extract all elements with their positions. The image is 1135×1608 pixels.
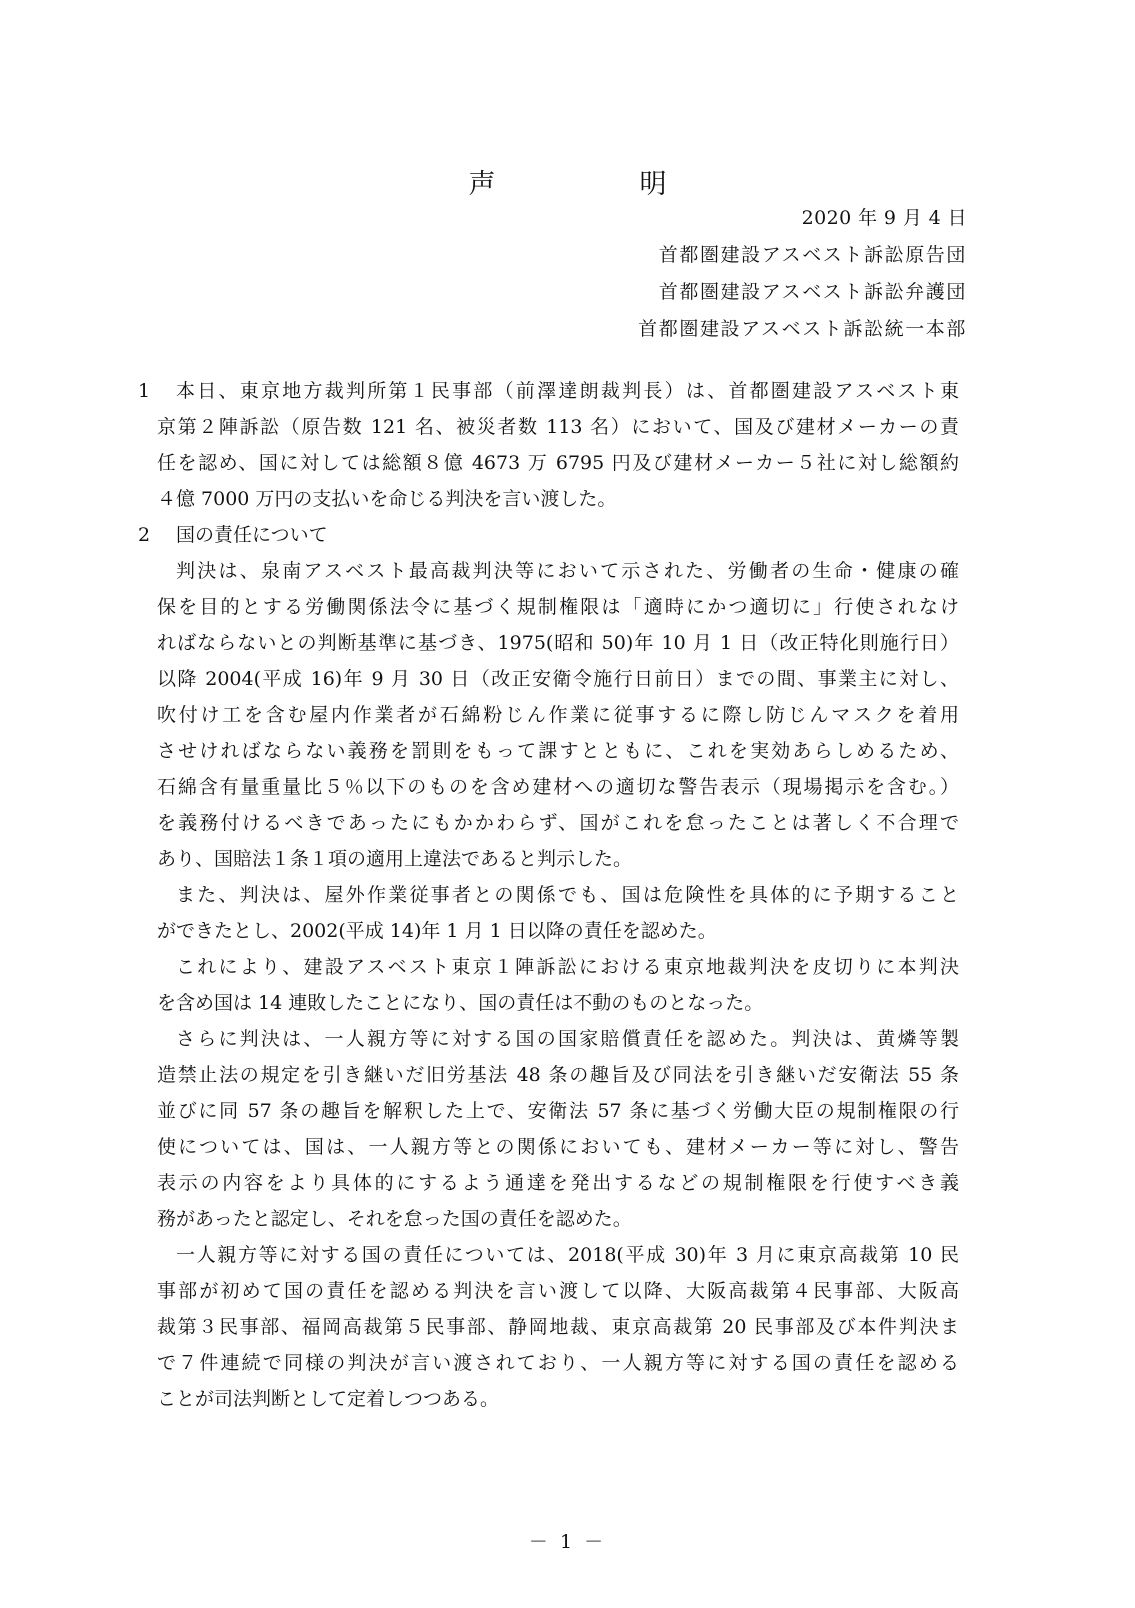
paragraph-line: 表示の内容をより具体的にするよう通達を発出するなどの規制権限を行使すべき義 bbox=[157, 1172, 959, 1194]
paragraph-line: ことが司法判断として定着しつつある。 bbox=[157, 1388, 500, 1410]
section-1-line: 任を認め、国に対しては総額８億 4673 万 6795 円及び建材メーカー５社に対し総額約 bbox=[157, 452, 959, 474]
paragraph-line: を含め国は 14 連敗したことになり、国の責任は不動のものとなった。 bbox=[157, 992, 764, 1014]
title-char-1: 声 bbox=[468, 169, 496, 200]
paragraph-line: 裁第３民事部、福岡高裁第５民事部、静岡地裁、東京高裁第 20 民事部及び本件判決ま bbox=[157, 1316, 959, 1338]
title-char-2: 明 bbox=[639, 169, 667, 200]
paragraph-line: 務があったと認定し、それを怠った国の責任を認めた。 bbox=[157, 1208, 632, 1230]
paragraph-line: で７件連続で同様の判決が言い渡されており、一人親方等に対する国の責任を認める bbox=[157, 1352, 959, 1374]
paragraph-line: 保を目的とする労働関係法令に基づく規制権限は「適時にかつ適切に」行使されなけ bbox=[157, 596, 959, 618]
organization-lawyers: 首都圏建設アスベスト訴訟弁護団 bbox=[658, 281, 967, 303]
organization-headquarters: 首都圏建設アスベスト訴訟統一本部 bbox=[638, 318, 967, 340]
section-1-line: ４億 7000 万円の支払いを命じる判決を言い渡した。 bbox=[157, 488, 617, 510]
paragraph-line: 判決は、泉南アスベスト最高裁判決等において示された、労働者の生命・健康の確 bbox=[176, 560, 959, 582]
header-block bbox=[638, 200, 967, 348]
document-title bbox=[0, 162, 1135, 201]
section-2-heading: 国の責任について bbox=[176, 524, 328, 546]
paragraph-line: を義務付けるべきであったにもかかわらず、国がこれを怠ったことは著しく不合理で bbox=[157, 812, 959, 834]
paragraph-line: 事部が初めて国の責任を認める判決を言い渡して以降、大阪高裁第４民事部、大阪高 bbox=[157, 1280, 959, 1302]
paragraph-line: 一人親方等に対する国の責任については、2018(平成 30)年 3 月に東京高裁第 10 民 bbox=[176, 1244, 959, 1266]
section-2-number: 2 bbox=[138, 524, 151, 546]
paragraph-line: させければならない義務を罰則をもって課すとともに、これを実効あらしめるため、 bbox=[157, 740, 959, 762]
paragraph-line: 並びに同 57 条の趣旨を解釈した上で、安衛法 57 条に基づく労働大臣の規制権限の行 bbox=[157, 1100, 959, 1122]
section-1-line: 京第２陣訴訟（原告数 121 名、被災者数 113 名）において、国及び建材メーカーの責 bbox=[157, 416, 959, 438]
paragraph-line: さらに判決は、一人親方等に対する国の国家賠償責任を認めた。判決は、黄燐等製 bbox=[176, 1028, 959, 1050]
paragraph-line: 以降 2004(平成 16)年 9 月 30 日（改正安衛令施行日前日）までの間、事業主に対し、 bbox=[157, 668, 959, 690]
paragraph-line: 石綿含有量重量比５％以下のものを含め建材への適切な警告表示（現場掲示を含む。） bbox=[157, 776, 959, 798]
section-1-number: 1 bbox=[138, 380, 151, 402]
paragraph-line: また、判決は、屋外作業従事者との関係でも、国は危険性を具体的に予期すること bbox=[176, 884, 959, 906]
paragraph-line: 造禁止法の規定を引き継いだ旧労基法 48 条の趣旨及び同法を引き継いだ安衛法 55 条 bbox=[157, 1064, 959, 1086]
section-1-line: 本日、東京地方裁判所第１民事部（前澤達朗裁判長）は、首都圏建設アスベスト東 bbox=[176, 380, 959, 402]
paragraph-line: 使については、国は、一人親方等との関係においても、建材メーカー等に対し、警告 bbox=[157, 1136, 959, 1158]
document-date: 2020 年 9 月 4 日 bbox=[801, 207, 967, 229]
paragraph-line: あり、国賠法１条１項の適用上違法であると判示した。 bbox=[157, 848, 633, 870]
paragraph-line: これにより、建設アスベスト東京１陣訴訟における東京地裁判決を皮切りに本判決 bbox=[176, 956, 959, 978]
organization-plaintiffs: 首都圏建設アスベスト訴訟原告団 bbox=[658, 244, 967, 266]
page-number: － 1 － bbox=[528, 1531, 607, 1553]
paragraph-line: ができたとし、2002(平成 14)年 1 月 1 日以降の責任を認めた。 bbox=[157, 920, 717, 942]
paragraph-line: ればならないとの判断基準に基づき、1975(昭和 50)年 10 月 1 日（改正特化則施行日） bbox=[157, 632, 959, 654]
paragraph-line: 吹付け工を含む屋内作業者が石綿粉じん作業に従事するに際し防じんマスクを着用 bbox=[157, 704, 959, 726]
